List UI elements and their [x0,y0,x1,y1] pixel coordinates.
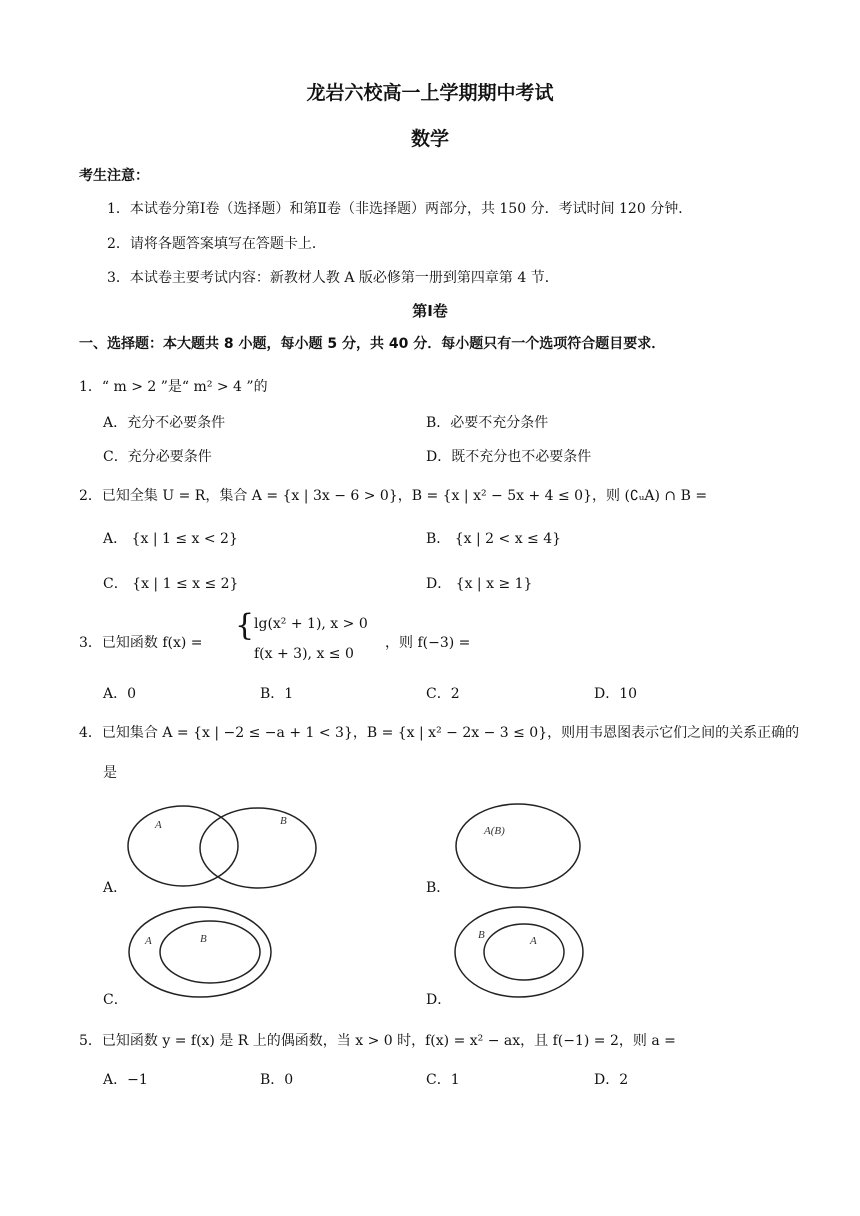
q3-option-d: D．10 [594,686,638,702]
q2-option-a: A． {x | 1 ≤ x < 2} [103,531,238,547]
q3-prefix: 3．已知函数 f(x) = [79,635,203,651]
q3-option-c: C．2 [426,686,460,702]
q1-option-d: D．既不充分也不必要条件 [426,449,592,465]
venn-diagram-overlap [125,800,325,892]
notice-item-1: 1．本试卷分第Ⅰ卷（选择题）和第Ⅱ卷（非选择题）两部分，共 150 分．考试时间 120 分钟． [107,201,693,217]
q1-option-c: C．充分必要条件 [103,449,212,465]
q3-case-2: f(x + 3), x ≤ 0 [254,646,354,662]
q4-option-b: B． [426,880,451,896]
volume-heading: 第Ⅰ卷 [412,302,448,320]
exam-title: 龙岩六校高一上学期期中考试 [306,82,554,104]
venn-label-a: A [145,935,152,947]
q3-case-1: lg(x² + 1), x > 0 [254,616,368,632]
q4-option-c: C． [103,992,128,1008]
venn-diagram-b-in-a [125,904,285,1004]
venn-label-b: B [280,815,287,827]
q5-option-d: D．2 [594,1072,629,1088]
notice-heading: 考生注意： [79,168,149,184]
q3-option-a: A．0 [103,686,137,702]
q4-stem-continued: 是 [103,765,117,781]
notice-item-3: 3．本试卷主要考试内容：新教材人教 A 版必修第一册到第四章第 4 节． [107,270,559,286]
q5-option-a: A．−1 [103,1072,148,1088]
q4-option-d: D． [426,992,452,1008]
exam-subject: 数学 [410,128,449,150]
q5-option-c: C．1 [426,1072,460,1088]
q1-stem: 1．“ m > 2 ”是“ m² > 4 ”的 [79,379,268,395]
q4-option-a: A． [103,880,128,896]
venn-label-b: B [478,929,485,941]
q1-option-b: B．必要不充分条件 [426,415,549,431]
q4-stem: 4．已知集合 A = {x | −2 ≤ −a + 1 < 3}，B = {x | x² − 2x − 3 ≤ 0}，则用韦恩图表示它们之间的关系正确的 [79,725,800,741]
q3-brace: { [235,608,255,643]
part-one-heading: 一、选择题：本大题共 8 小题，每小题 5 分，共 40 分．每小题只有一个选项符合题目要求． [79,336,666,352]
venn-label-ab: A(B) [484,825,505,837]
venn-diagram-a-in-b [452,904,592,1004]
q3-suffix: ，则 f(−3) = [385,635,471,651]
venn-label-b: B [200,933,207,945]
q5-option-b: B．0 [260,1072,294,1088]
venn-label-a: A [155,819,162,831]
q1-option-a: A．充分不必要条件 [103,415,226,431]
venn-diagram-equal [452,800,592,892]
q2-option-c: C． {x | 1 ≤ x ≤ 2} [103,576,239,592]
q5-stem: 5．已知函数 y = f(x) 是 R 上的偶函数，当 x > 0 时，f(x) = x² − ax，且 f(−1) = 2，则 a = [79,1033,676,1049]
q2-option-b: B． {x | 2 < x ≤ 4} [426,531,562,547]
q2-stem: 2．已知全集 U = R，集合 A = {x | 3x − 6 > 0}，B = {x | x² − 5x + 4 ≤ 0}，则 (∁ᵤA) ∩ B = [79,488,708,504]
q2-option-d: D． {x | x ≥ 1} [426,576,533,592]
q3-option-b: B．1 [260,686,294,702]
notice-item-2: 2．请将各题答案填写在答题卡上． [107,236,326,252]
venn-label-a: A [530,935,537,947]
